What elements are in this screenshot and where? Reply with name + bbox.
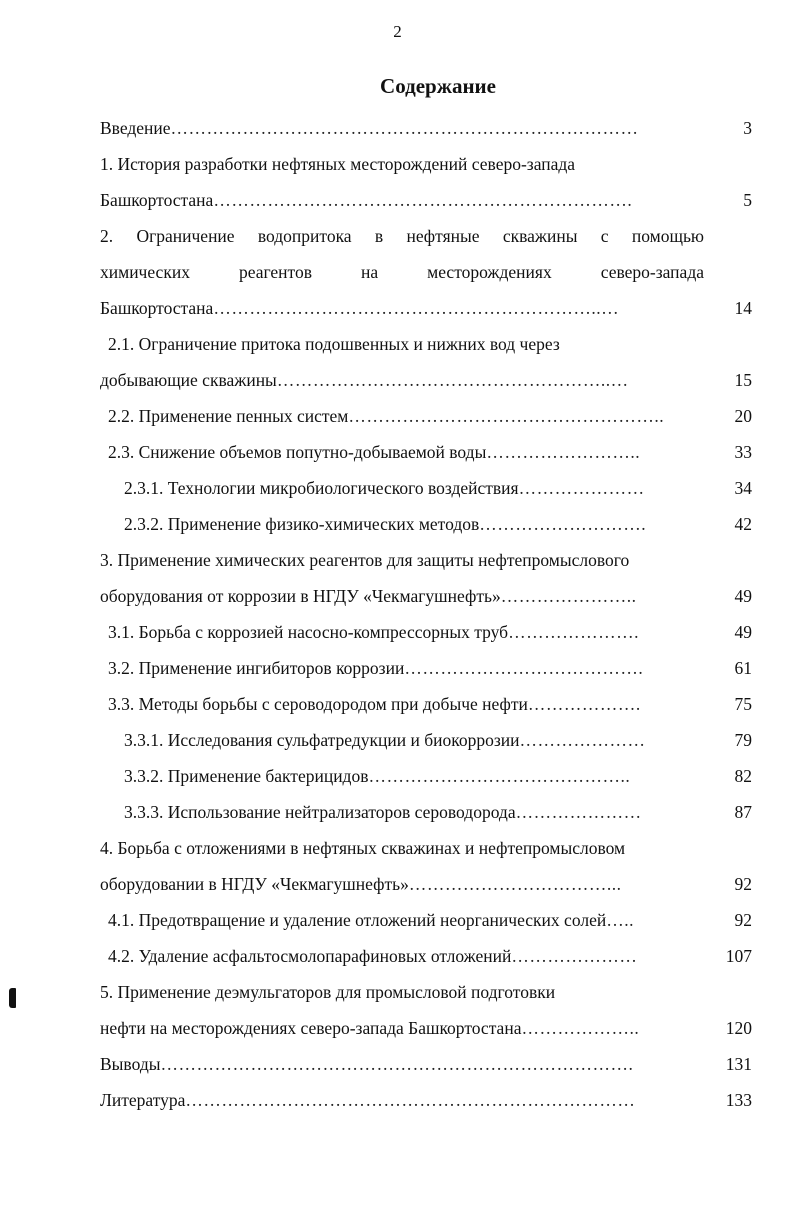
- page-title: Содержание: [380, 74, 496, 98]
- toc-entry-text: 3.3. Методы борьбы с сероводородом при добыче нефти: [108, 694, 528, 714]
- toc-leader: …………………………………………………………….: [213, 190, 633, 210]
- toc-entry-text: 5. Применение деэмульгаторов для промысловой подготовки: [100, 982, 556, 1002]
- toc-line: [100, 506, 752, 542]
- toc-page-number: 133: [725, 1090, 752, 1110]
- toc-entry-text: 4.1. Предотвращение и удаление отложений неорганических солей: [108, 910, 607, 930]
- toc-entry-text: 2.2. Применение пенных систем: [108, 406, 349, 426]
- toc-leader: …………………: [515, 802, 642, 822]
- toc-line: [100, 1010, 752, 1046]
- toc-line: [100, 686, 752, 722]
- toc-entry-text: 2.3.2. Применение физико-химических методов: [124, 514, 480, 534]
- toc-line: [100, 1082, 752, 1118]
- toc-line: [100, 398, 752, 434]
- toc-entry-text: 3.3.3. Использование нейтрализаторов сероводорода: [124, 802, 516, 822]
- toc-entry-text: 2.1. Ограничение притока подошвенных и нижних вод через: [108, 334, 560, 354]
- toc-leader: ……………………………...: [408, 874, 622, 894]
- toc-line: [100, 326, 752, 362]
- toc-entry-text: 4.2. Удаление асфальтосмолопарафиновых отложений: [108, 946, 512, 966]
- toc-page-number: 79: [734, 730, 752, 750]
- toc-line: [100, 146, 752, 182]
- toc-leader: …………………………………………………………………….: [160, 1054, 634, 1074]
- scan-margin-mark: [9, 988, 16, 1008]
- toc-line: [100, 830, 752, 866]
- toc-entry-text: 3.2. Применение ингибиторов коррозии: [108, 658, 405, 678]
- toc-page-number: 92: [734, 910, 752, 930]
- toc-entry-text: Башкортостана: [100, 298, 214, 318]
- toc-page-number: 107: [725, 946, 752, 966]
- toc-leader: …..: [606, 910, 634, 930]
- toc-line: [100, 1046, 752, 1082]
- toc-leader: ………………………………………………..…: [276, 370, 629, 390]
- toc-page-number: 75: [734, 694, 752, 714]
- toc-line: [100, 182, 752, 218]
- toc-line: [100, 290, 752, 326]
- toc-entry-text: 3.1. Борьба с коррозией насосно-компрессорных труб: [108, 622, 509, 642]
- toc-entry-text: Введение: [100, 118, 171, 138]
- toc-entry-text: 3.3.1. Исследования сульфатредукции и биокоррозии: [124, 730, 520, 750]
- toc-entry-text: Башкортостана: [100, 190, 214, 210]
- toc-page-number: 34: [734, 478, 752, 498]
- toc-leader: ………………………………….: [404, 658, 644, 678]
- toc-entry-text: Литература: [100, 1090, 186, 1110]
- toc-page-number: 92: [734, 874, 752, 894]
- toc-line: [100, 218, 752, 254]
- toc-leader: ………………….: [508, 622, 639, 642]
- toc-line: [100, 794, 752, 830]
- toc-page-number: 120: [725, 1018, 752, 1038]
- toc-line: [100, 974, 752, 1010]
- toc-leader: ………………………………………………………..…: [213, 298, 620, 318]
- toc-leader: ………………..: [521, 1018, 640, 1038]
- toc-page-number: 20: [734, 406, 752, 426]
- toc-leader: ……………………………………..: [368, 766, 631, 786]
- toc-entry-text: добывающие скважины: [100, 370, 277, 390]
- toc-line: [100, 254, 752, 290]
- toc-line: [100, 614, 752, 650]
- toc-line: [100, 902, 752, 938]
- toc-page-number: 82: [734, 766, 752, 786]
- toc-leader: …………………: [518, 478, 645, 498]
- toc-entry-text: 3.3.2. Применение бактерицидов: [124, 766, 369, 786]
- toc-entry-text: 1. История разработки нефтяных месторождений северо-запада: [100, 154, 576, 174]
- toc-entry-text: нефти на месторождениях северо-запада Башкортостана: [100, 1018, 522, 1038]
- toc-line: [100, 470, 752, 506]
- toc-entry-text: Выводы: [100, 1054, 161, 1074]
- toc-page-number: 3: [743, 118, 752, 138]
- toc-page-number: 49: [734, 586, 752, 606]
- toc-line: [100, 722, 752, 758]
- toc-leader: …………………………………………………………………: [185, 1090, 636, 1110]
- toc-page-number: 5: [743, 190, 752, 210]
- toc-line: [100, 542, 752, 578]
- toc-line: [100, 758, 752, 794]
- toc-entry-text: оборудования от коррозии в НГДУ «Чекмагушнефть»: [100, 586, 501, 606]
- toc-page-number: 49: [734, 622, 752, 642]
- toc-leader: ……………………………………………..: [348, 406, 665, 426]
- toc-page-number: 42: [734, 514, 752, 534]
- toc-entry-text: оборудовании в НГДУ «Чекмагушнефть»: [100, 874, 409, 894]
- toc-page-number: 61: [734, 658, 752, 678]
- toc-leader: …………………: [511, 946, 638, 966]
- toc-leader: ……………………….: [479, 514, 647, 534]
- toc-leader: …………………: [519, 730, 646, 750]
- toc-page-number: 15: [734, 370, 752, 390]
- toc-page-number: 33: [734, 442, 752, 462]
- toc-line: [100, 362, 752, 398]
- toc-page-number: 131: [725, 1054, 752, 1074]
- toc-entry-text: 2. Ограничение водопритока в нефтяные скважины с помощью: [100, 226, 704, 246]
- toc-page-number: 87: [734, 802, 752, 822]
- toc-page-number: 14: [734, 298, 752, 318]
- toc-entry-text: 2.3.1. Технологии микробиологического воздействия: [124, 478, 519, 498]
- page-number: 2: [393, 22, 402, 41]
- table-of-contents: [100, 110, 752, 1118]
- toc-line: [100, 866, 752, 902]
- toc-entry-text: 2.3. Снижение объемов попутно-добываемой воды: [108, 442, 487, 462]
- toc-line: [100, 650, 752, 686]
- toc-line: [100, 938, 752, 974]
- toc-leader: ……………….: [527, 694, 641, 714]
- toc-line: [100, 434, 752, 470]
- toc-line: [100, 578, 752, 614]
- toc-entry-text: 4. Борьба с отложениями в нефтяных скважинах и нефтепромысловом: [100, 838, 626, 858]
- toc-entry-text: 3. Применение химических реагентов для защиты нефтепромыслового: [100, 550, 630, 570]
- toc-leader: ……………………………………………………………………: [170, 118, 639, 138]
- toc-entry-text: химических реагентов на месторождениях северо-запада: [100, 262, 704, 282]
- toc-leader: ……………………..: [486, 442, 641, 462]
- toc-leader: …………………..: [500, 586, 637, 606]
- toc-line: [100, 110, 752, 146]
